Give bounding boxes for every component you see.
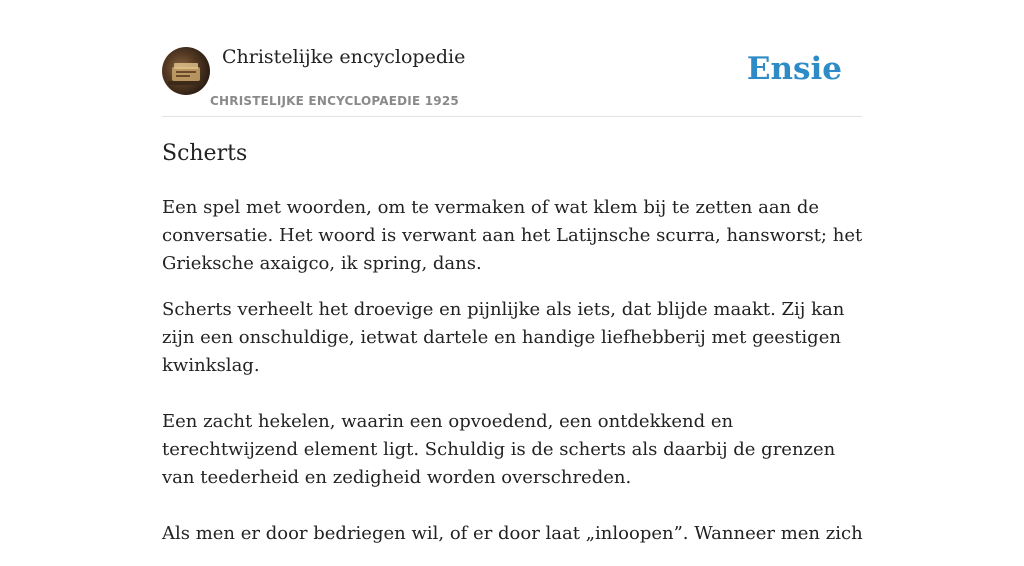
publication-header: [162, 46, 862, 117]
brand-logo-link[interactable]: Ensie: [746, 51, 842, 87]
article-paragraph: Scherts verheelt het droevige en pijnlijke als iets, dat blijde maakt. Zij kan zijn een onschuldige, ietwat dartele en handige liefhebberij met geestigen kwinkslag. Een zacht hekelen, waarin een opvoedend, een ontdekkend en terechtwijzend element ligt. Schuldig is de scherts als daarbij de grenzen van teederheid en zedigheid worden overschreden. Als men er door bedriegen wil, of er door laat „inloopen”. Wanneer men zich: [162, 299, 863, 544]
publication-avatar-icon[interactable]: [162, 47, 210, 95]
publication-subtitle-link[interactable]: CHRISTELIJKE ENCYCLOPAEDIE 1925: [210, 94, 459, 108]
publication-name-link[interactable]: Christelijke encyclopedie: [222, 46, 466, 68]
article-paragraph: Een spel met woorden, om te vermaken of wat klem bij te zetten aan de conversatie. Het woord is verwant aan het Latijnsche scurra, hansworst; het Grieksche axaigco, ik spring, dans.: [162, 197, 863, 274]
article: [162, 138, 872, 566]
article-title: Scherts: [162, 141, 248, 166]
